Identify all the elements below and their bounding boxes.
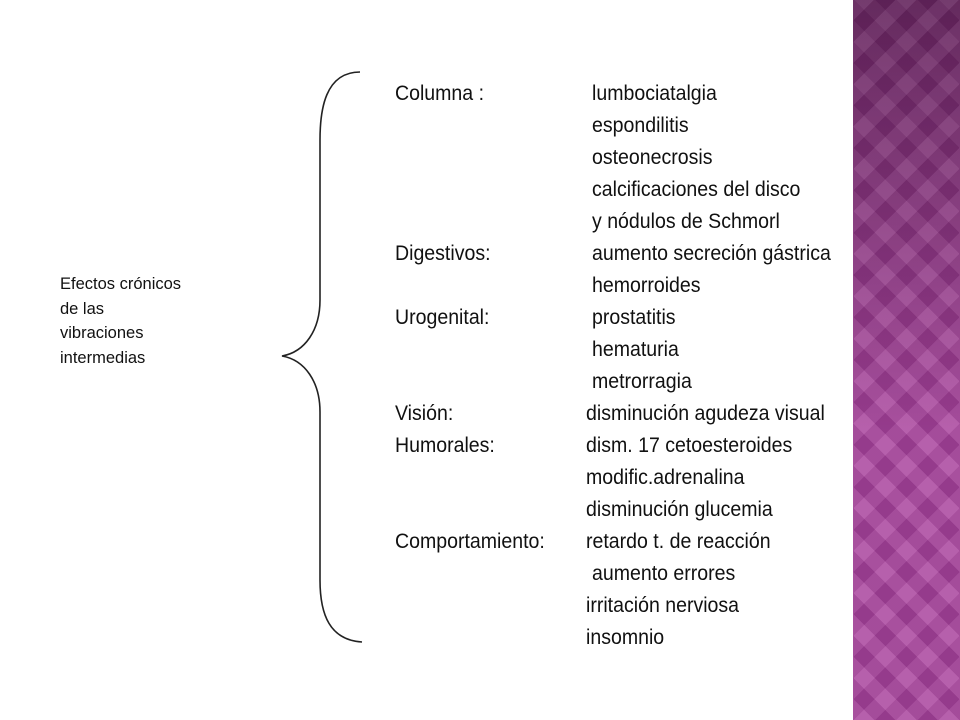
effect-value: modific.adrenalina — [586, 466, 745, 489]
side-label-line: de las — [60, 299, 105, 318]
category-vision: Visión: — [395, 402, 454, 425]
effect-value: y nódulos de Schmorl — [592, 210, 780, 233]
effect-value: disminución agudeza visual — [586, 402, 825, 425]
effect-value: retardo t. de reacción — [586, 530, 771, 553]
effect-value: irritación nerviosa — [586, 594, 740, 617]
effect-value: espondilitis — [592, 114, 689, 137]
effect-value: calcificaciones del disco — [592, 178, 801, 201]
effect-value: prostatitis — [592, 306, 676, 329]
effect-value: insomnio — [586, 626, 665, 649]
category-urogenital: Urogenital: — [395, 306, 490, 329]
effect-value: osteonecrosis — [592, 146, 713, 169]
side-label-line: intermedias — [60, 348, 146, 367]
effect-value: metrorragia — [592, 370, 692, 393]
effect-value: aumento secreción gástrica — [592, 242, 831, 265]
category-columna: Columna : — [395, 82, 485, 105]
category-digestivos: Digestivos: — [395, 242, 491, 265]
effect-value: lumbociatalgia — [592, 82, 717, 105]
curly-brace — [270, 60, 370, 660]
category-comportamiento: Comportamiento: — [395, 530, 545, 553]
side-label-line: Efectos crónicos — [60, 275, 182, 293]
effect-value: aumento errores — [592, 562, 736, 585]
effect-value: dism. 17 cetoesteroides — [586, 434, 793, 457]
effect-value: disminución glucemia — [586, 498, 773, 521]
category-humorales: Humorales: — [395, 434, 495, 457]
effect-value: hematuria — [592, 338, 679, 361]
effect-value: hemorroides — [592, 274, 701, 297]
side-label — [60, 272, 230, 370]
decorative-side-panel — [853, 0, 960, 720]
side-label-line: vibraciones — [60, 324, 144, 342]
